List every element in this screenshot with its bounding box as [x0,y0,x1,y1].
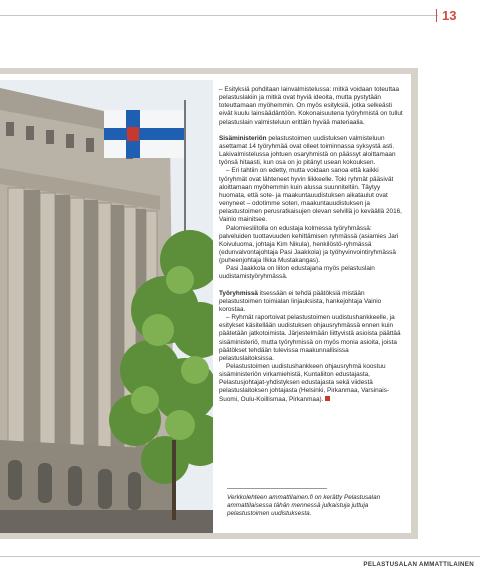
paragraph-2 [219,135,403,168]
page-number-divider [436,9,437,22]
article-text [219,86,403,404]
paragraph-6 [219,290,403,314]
end-mark [325,396,330,401]
paragraph-2-lead: Sisäministeriön [219,134,267,142]
parliament-photo [0,80,213,533]
publication-name: PELASTUSALAN AMMATTILAINEN [363,561,474,568]
paragraph-1: – Esityksiä pohditaan lainvalmistelussa: mitkä voidaan toteuttaa pelastuslakiin ja mitkä ovat hyviä ideoita, mutta pystytään toteuttamaan myöhemmin. On myös esityksiä, jotka selkeästi eivät kuulu lainsäädäntöön. Kokonaisuutena työryhmistä on tullut pelastuslain valmisteluun erittäin hyvää materiaalia. [219,86,403,126]
paragraph-8 [219,363,403,404]
paragraph-7: – Ryhmät raportoivat pelastustoimen uudistushankkeelle, ja esitykset käsitellään uudistuksen ohjausryhmässä ennen kuin päätetään jatkotoimista. Järjestelmään liittyvistä asioista päättää sisäministeriö, mutta työryhmissä on myös monia asioita, joista päätökset tehdään tulevissa maakunnallisissa pelastuslaitoksissa. [219,314,401,362]
paragraph-4: Palomiesliitolla on edustaja kolmessa työryhmässä: palveluiden tuottavuuden kehittämisen ryhmässä (asiamies Jari Koivuluoma, johtaja Kim Nikula), henkilöstö-ryhmässä (edunvalvontajohtaja Pasi Jaakkola) ja työhyvinvointiryhmässä (puheenjohtaja Ilkka Mustakangas). [219,224,399,265]
footnote-rule [227,488,327,489]
bottom-rule [0,556,480,557]
paragraph-2-body: pelastustoimen uudistuksen valmisteluun asettamat 14 työryhmää ovat olleet toiminnassa syksystä asti. Lakivalmistelussa johtuen osaryhmistä on päässyt aloittamaan työnsä hitaasti, kun osa on jo pitänyt usean kokouksen. [219,134,396,167]
page-number: 13 [442,8,457,23]
paragraph-3: – Eri tahtiin on edetty, mutta voidaan sanoa että kaikki työryhmät ovat lähteneet hyvin liikkeelle. Toki ryhmät pääsivät aloittamaan myöhemmin kuin alussa suunniteltiin. Täytyy huomata, että sote- ja maakuntauudistuksen aikataulut ovat venyneet – odotimme soten, maakuntauudistuksen ja pelastustoimen perusratkaisujen olevan selvillä jo keväällä 2016, Vainio mainitsee. [219,167,402,224]
article-frame [0,68,418,539]
article-panel [0,74,411,533]
paragraph-6-lead: Työryhmissä [219,289,258,297]
paragraph-8-body: Pelastustoimen uudistushankkeen ohjausryhmä koostuu sisäministeriön virkamiehistä, Kuntaliiton edustajasta, Pelastusjohtajat-yhdistyksen edustajasta sekä viidestä pelastuslaitoksen johtajasta (Helsinki, Pirkanmaa, Varsinais-Suomi, Oulu-Koillismaa, Pirkanmaa). [219,363,390,403]
footnote: Verkkolehteen ammattilainen.fi on kerätty Pelastusalan ammattilaisessa tähän mennessä julkaistuja juttuja pelastustoimen uudistuksesta. [227,494,381,518]
paragraph-5: Pasi Jaakkola on liiton edustajana myös pelastuslain uudistamistyöryhmässä. [219,265,375,281]
paragraph-6-body: itsessään ei tehdä päätöksiä mistään pelastustoimen toimialan linjauksista, hankejohtaja Vainio korostaa. [219,289,382,313]
top-rule [0,15,438,16]
